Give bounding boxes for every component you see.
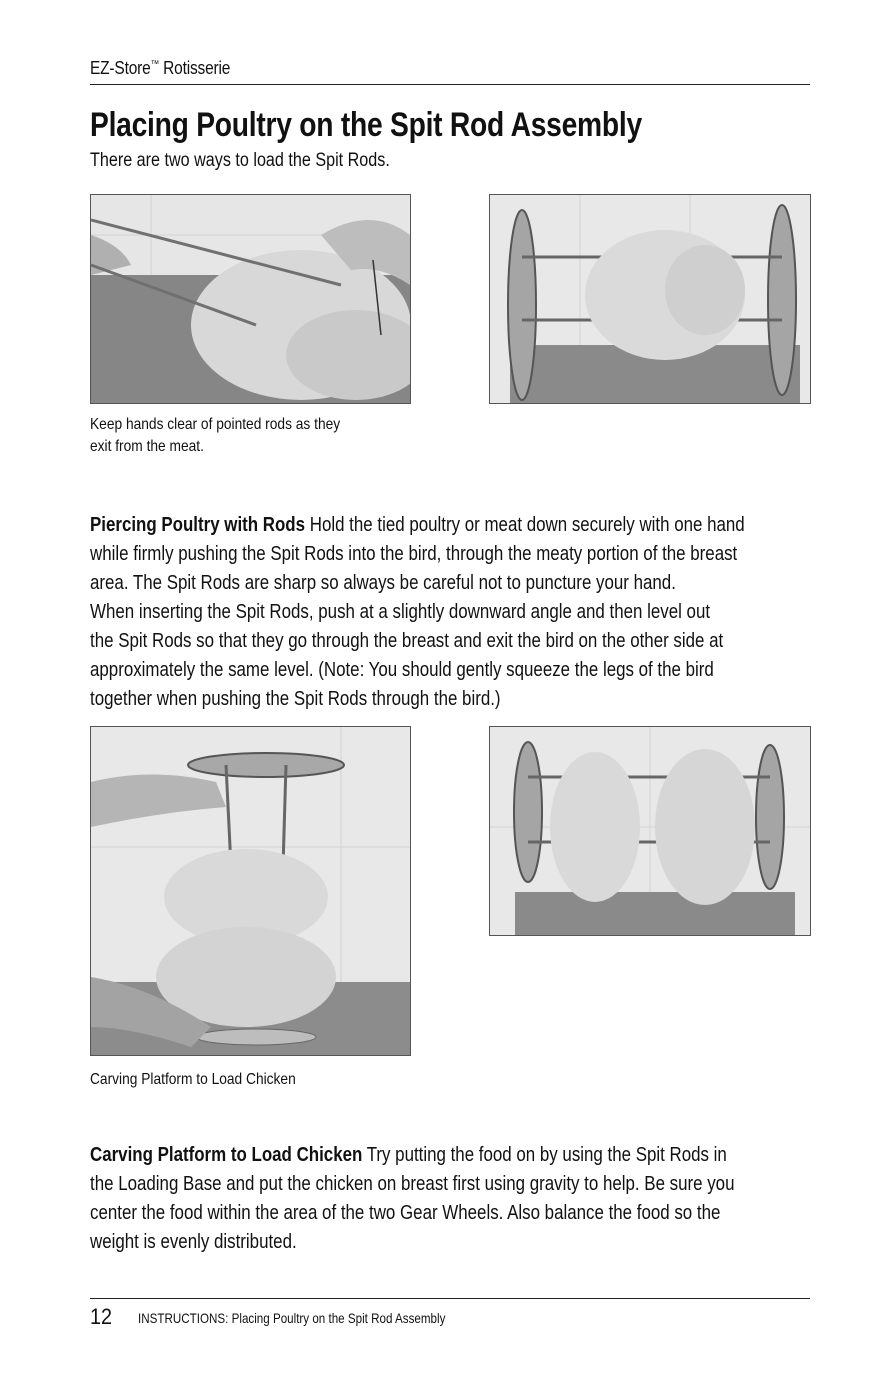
body-line: center the food within the area of the two Gear Wheels. Also balance the food so the xyxy=(90,1202,721,1224)
body-line: When inserting the Spit Rods, push at a slightly downward angle and then level out xyxy=(90,601,711,623)
header-product: EZ-Store xyxy=(90,58,151,78)
run-in-heading: Carving Platform to Load Chicken xyxy=(90,1144,363,1166)
body-line: area. The Spit Rods are sharp so always be careful not to puncture your hand. xyxy=(90,572,676,594)
run-in-heading: Piercing Poultry with Rods xyxy=(90,514,306,536)
page-title: Placing Poultry on the Spit Rod Assembly xyxy=(90,106,642,144)
paragraph-inserting xyxy=(90,598,810,714)
caption-piercing xyxy=(90,414,340,458)
body-line: the Loading Base and put the chicken on breast first using gravity to help. Be sure you xyxy=(90,1173,735,1195)
body-line: while firmly pushing the Spit Rods into the bird, through the meaty portion of the breast xyxy=(90,543,738,565)
intro-text: There are two ways to load the Spit Rods. xyxy=(90,150,390,171)
body-text: Hold the tied poultry or meat down securely with one hand xyxy=(305,514,745,536)
body-line: together when pushing the Spit Rods through the bird.) xyxy=(90,688,501,710)
body-text: Try putting the food on by using the Spit Rods in xyxy=(362,1144,727,1166)
footer-section-title: INSTRUCTIONS: Placing Poultry on the Spit Rod Assembly xyxy=(138,1310,446,1326)
header-trademark: ™ xyxy=(150,59,160,70)
body-line: weight is evenly distributed. xyxy=(90,1231,297,1253)
caption-line: Keep hands clear of pointed rods as they xyxy=(90,416,341,433)
page-footer xyxy=(90,1304,446,1330)
running-header xyxy=(90,58,230,79)
photo-chicken-on-spit xyxy=(489,194,811,404)
body-line xyxy=(90,1141,727,1170)
paragraph-carving xyxy=(90,1141,810,1257)
photo-piercing-chicken xyxy=(90,194,411,404)
photo-carving-platform xyxy=(90,726,411,1056)
page-number: 12 xyxy=(90,1304,113,1329)
caption-carving: Carving Platform to Load Chicken xyxy=(90,1071,296,1088)
body-line: the Spit Rods so that they go through the breast and exit the bird on the other side at xyxy=(90,630,724,652)
photo-two-chickens-on-spit xyxy=(489,726,811,936)
header-rule xyxy=(90,84,810,85)
body-line: approximately the same level. (Note: You should gently squeeze the legs of the bird xyxy=(90,659,714,681)
header-product-suffix: Rotisserie xyxy=(163,58,231,78)
caption-line: exit from the meat. xyxy=(90,438,204,455)
paragraph-piercing xyxy=(90,511,810,598)
body-line xyxy=(90,511,745,540)
footer-rule xyxy=(90,1298,810,1299)
